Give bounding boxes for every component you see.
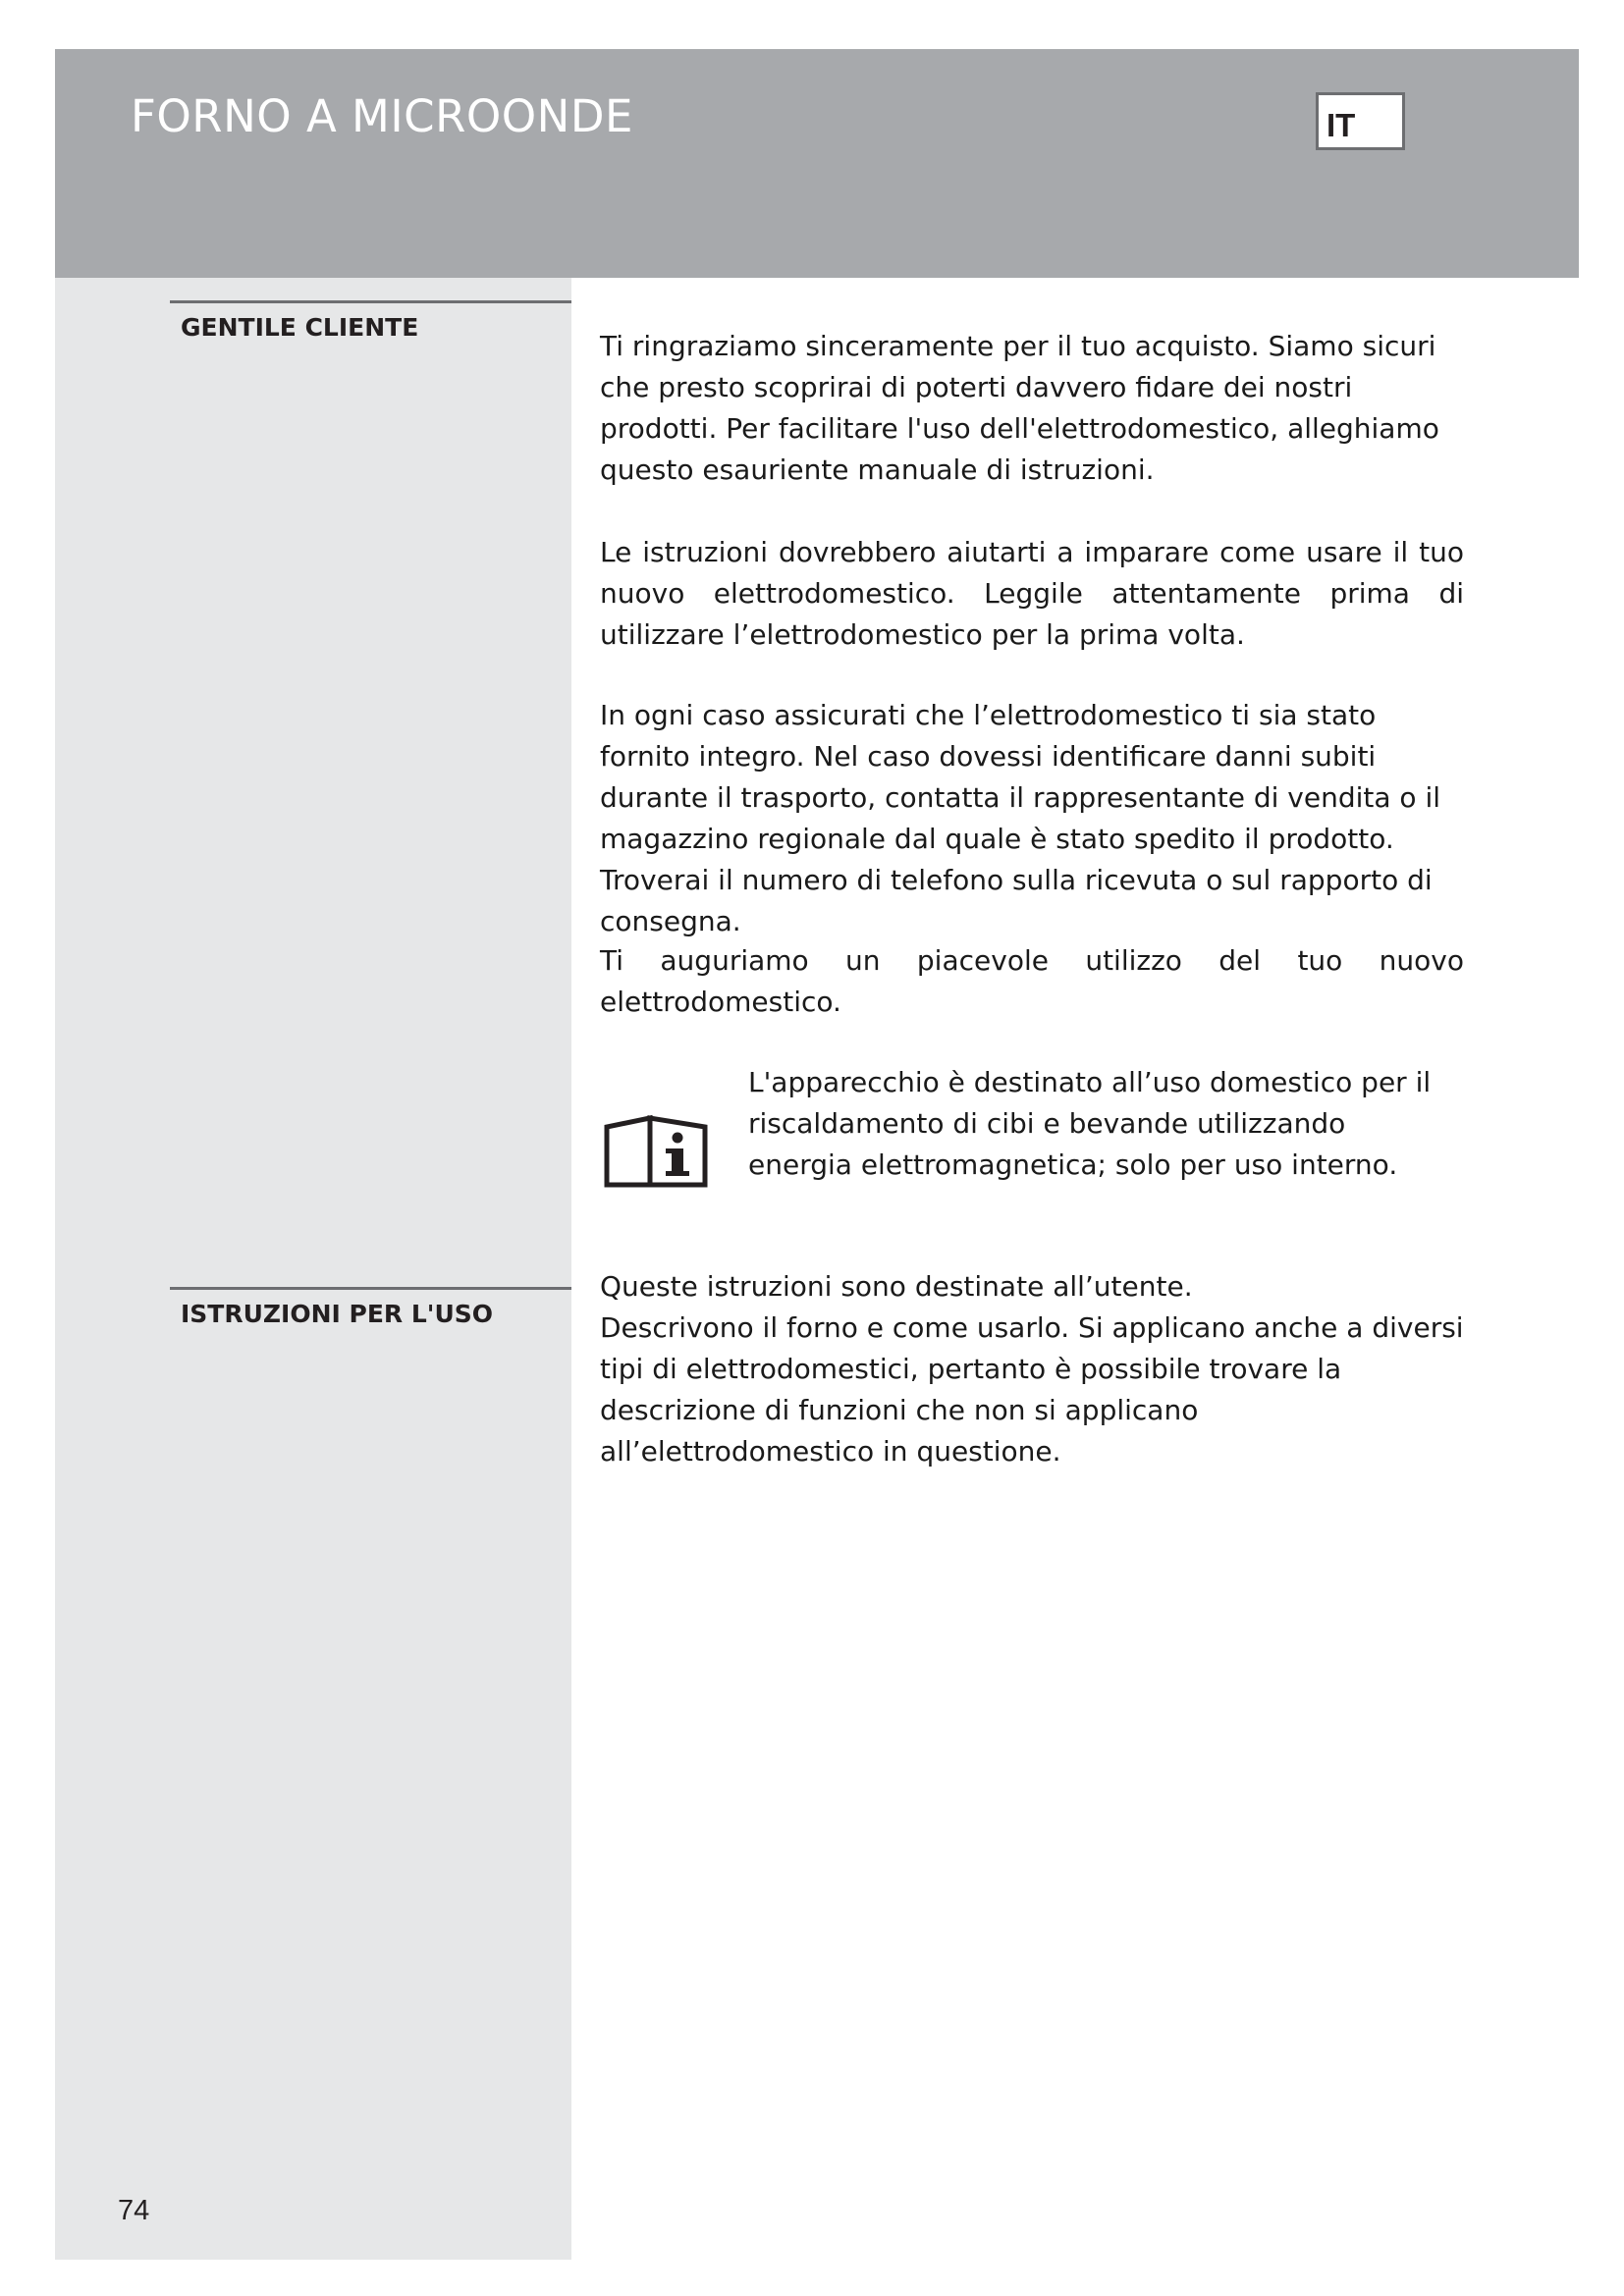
page-header bbox=[55, 49, 1579, 278]
paragraph-wishes: Ti auguriamo un piacevole utilizzo del tuo nuovo elettrodomestico. bbox=[600, 944, 1464, 1018]
paragraph-scope: Descrivono il forno e come usarlo. Si applicano anche a diversi tipi di elettrodomestici, pertanto è possibile trovare la descrizione di funzioni che non si applicano all’elettrodomestico in questione. bbox=[600, 1311, 1464, 1468]
paragraph-audience: Queste istruzioni sono destinate all’utente. bbox=[600, 1270, 1193, 1303]
language-badge: IT bbox=[1316, 92, 1405, 150]
paragraph-delivery-check: In ogni caso assicurati che l’elettrodomestico ti sia stato fornito integro. Nel caso dovessi identificare danni subiti durante il trasporto, contatta il rappresentante di vendita o il magazzino regionale dal quale è stato spedito il prodotto. Troverai il numero di telefono sulla ricevuta o sul rapporto di consegna. bbox=[600, 699, 1441, 937]
paragraph-thanks: Ti ringraziamo sinceramente per il tuo acquisto. Siamo sicuri che presto scoprirai di poterti davvero fidare dei nostri prodotti. Per facilitare l'uso dell'elettrodomestico, alleghiamo questo esauriente manuale di istruzioni. bbox=[600, 330, 1439, 486]
page-number: 74 bbox=[118, 2195, 150, 2226]
notice-text: L'apparecchio è destinato all’uso domestico per il riscaldamento di cibi e bevande utilizzando energia elettromagnetica; solo per uso interno. bbox=[748, 1066, 1432, 1181]
paragraph-instructions-intro: Le istruzioni dovrebbero aiutarti a imparare come usare il tuo nuovo elettrodomestico. Leggile attentamente prima di utilizzare l’elettrodomestico per la prima volta. bbox=[600, 536, 1464, 651]
section-divider bbox=[170, 1287, 571, 1290]
section-heading-istruzioni: ISTRUZIONI PER L'USO bbox=[181, 1300, 494, 1328]
section-heading-gentile-cliente: GENTILE CLIENTE bbox=[181, 313, 419, 342]
page-title: FORNO A MICROONDE bbox=[131, 90, 633, 142]
section-divider bbox=[170, 300, 571, 303]
sidebar-column bbox=[55, 278, 571, 2260]
info-manual-icon bbox=[603, 1112, 711, 1191]
